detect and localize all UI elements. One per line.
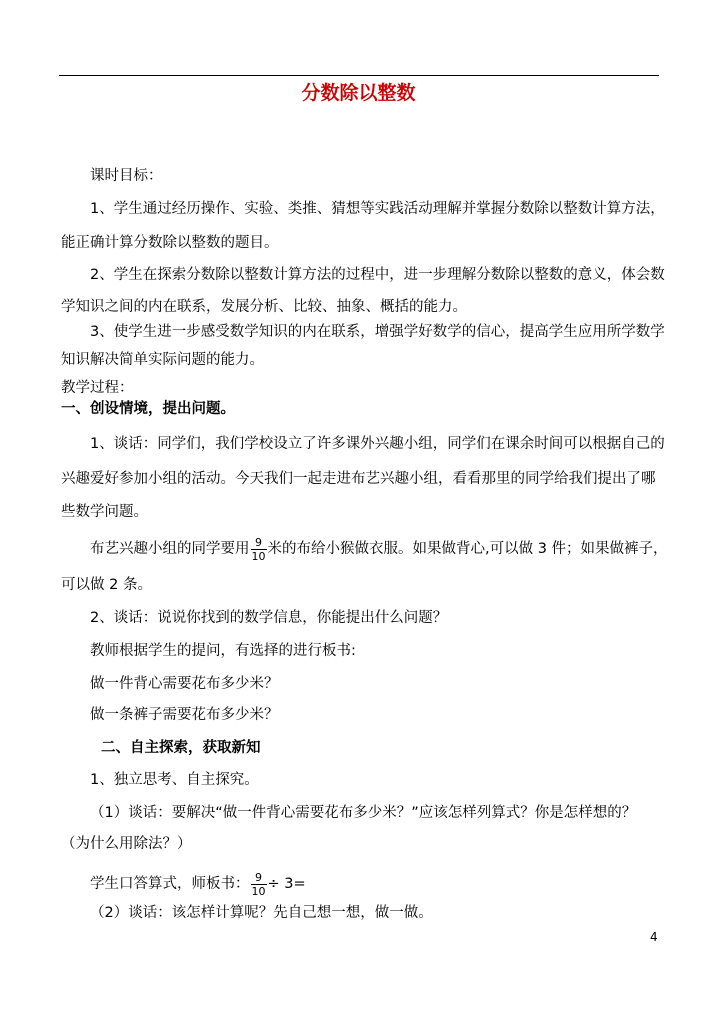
section-2-heading: 二、自主探索，获取新知 [101, 740, 261, 756]
cloth-text-post: 米的布给小猴做衣服。如果做背心,可以做 3 件；如果做裤子， [267, 541, 668, 557]
goal-2-line-2: 学知识之间的内在联系，发展分析、比较、抽象、概括的能力。 [61, 299, 467, 315]
sub-2: （2）谈话：该怎样计算呢？先自己想一想，做一做。 [90, 905, 433, 921]
talk-1-line-3: 些数学问题。 [61, 504, 148, 520]
talk-2: 2、谈话：说说你找到的数学信息，你能提出什么问题？ [90, 610, 448, 626]
question-2: 做一条裤子需要花布多少米？ [90, 707, 279, 723]
fraction-nine-tenths [251, 536, 267, 563]
goal-1-line-1: 1、学生通过经历操作、实验、类推、猜想等实践活动理解并掌握分数除以整数计算方法， [90, 201, 665, 217]
talk-1-line-1: 1、谈话：同学们，我们学校设立了许多课外兴趣小组，同学们在课余时间可以根据自己的 [90, 436, 665, 452]
goals-heading: 课时目标： [90, 168, 163, 184]
student-text-pre: 学生口答算式，师板书： [90, 876, 250, 892]
fraction-numerator-2: 9 [255, 870, 262, 884]
page-title: 分数除以整数 [301, 82, 416, 104]
header-rule [59, 75, 659, 76]
process-heading: 教学过程： [61, 380, 134, 396]
goal-1-line-2: 能正确计算分数除以整数的题目。 [61, 235, 279, 251]
talk-1-line-2: 兴趣爱好参加小组的活动。今天我们一起走进布艺兴趣小组，看看那里的同学给我们提出了哪 [61, 471, 656, 487]
page-number: 4 [650, 930, 658, 944]
goal-3-line-2: 知识解决简单实际问题的能力。 [61, 352, 264, 368]
fraction-nine-tenths-2 [251, 871, 267, 898]
teacher-note: 教师根据学生的提问，有选择的进行板书: [90, 643, 356, 659]
sub-1-line-1: （1）谈话：要解决“做一件背心需要花布多少米？”应该怎样列算式？你是怎样想的？ [90, 805, 637, 821]
section-1-heading: 一、创设情境，提出问题。 [61, 401, 235, 417]
cloth-paragraph [90, 532, 668, 566]
fraction-denominator: 10 [251, 549, 266, 563]
goal-3-line-1: 3、使学生进一步感受数学知识的内在联系，增强学好数学的信心，提高学生应用所学数学 [90, 324, 665, 340]
student-answer-paragraph [90, 867, 306, 901]
question-1: 做一件背心需要花布多少米？ [90, 676, 279, 692]
cloth-text-pre: 布艺兴趣小组的同学要用 [90, 541, 250, 557]
explore-1: 1、独立思考、自主探究。 [90, 772, 259, 788]
fraction-numerator: 9 [255, 535, 262, 549]
fraction-denominator-2: 10 [251, 884, 266, 898]
cloth-line-2: 可以做 2 条。 [61, 577, 152, 593]
goal-2-line-1: 2、学生在探索分数除以整数计算方法的过程中，进一步理解分数除以整数的意义，体会数 [90, 267, 665, 283]
sub-1-line-2: （为什么用除法？） [61, 836, 192, 852]
student-text-post: ÷ 3= [267, 876, 306, 892]
